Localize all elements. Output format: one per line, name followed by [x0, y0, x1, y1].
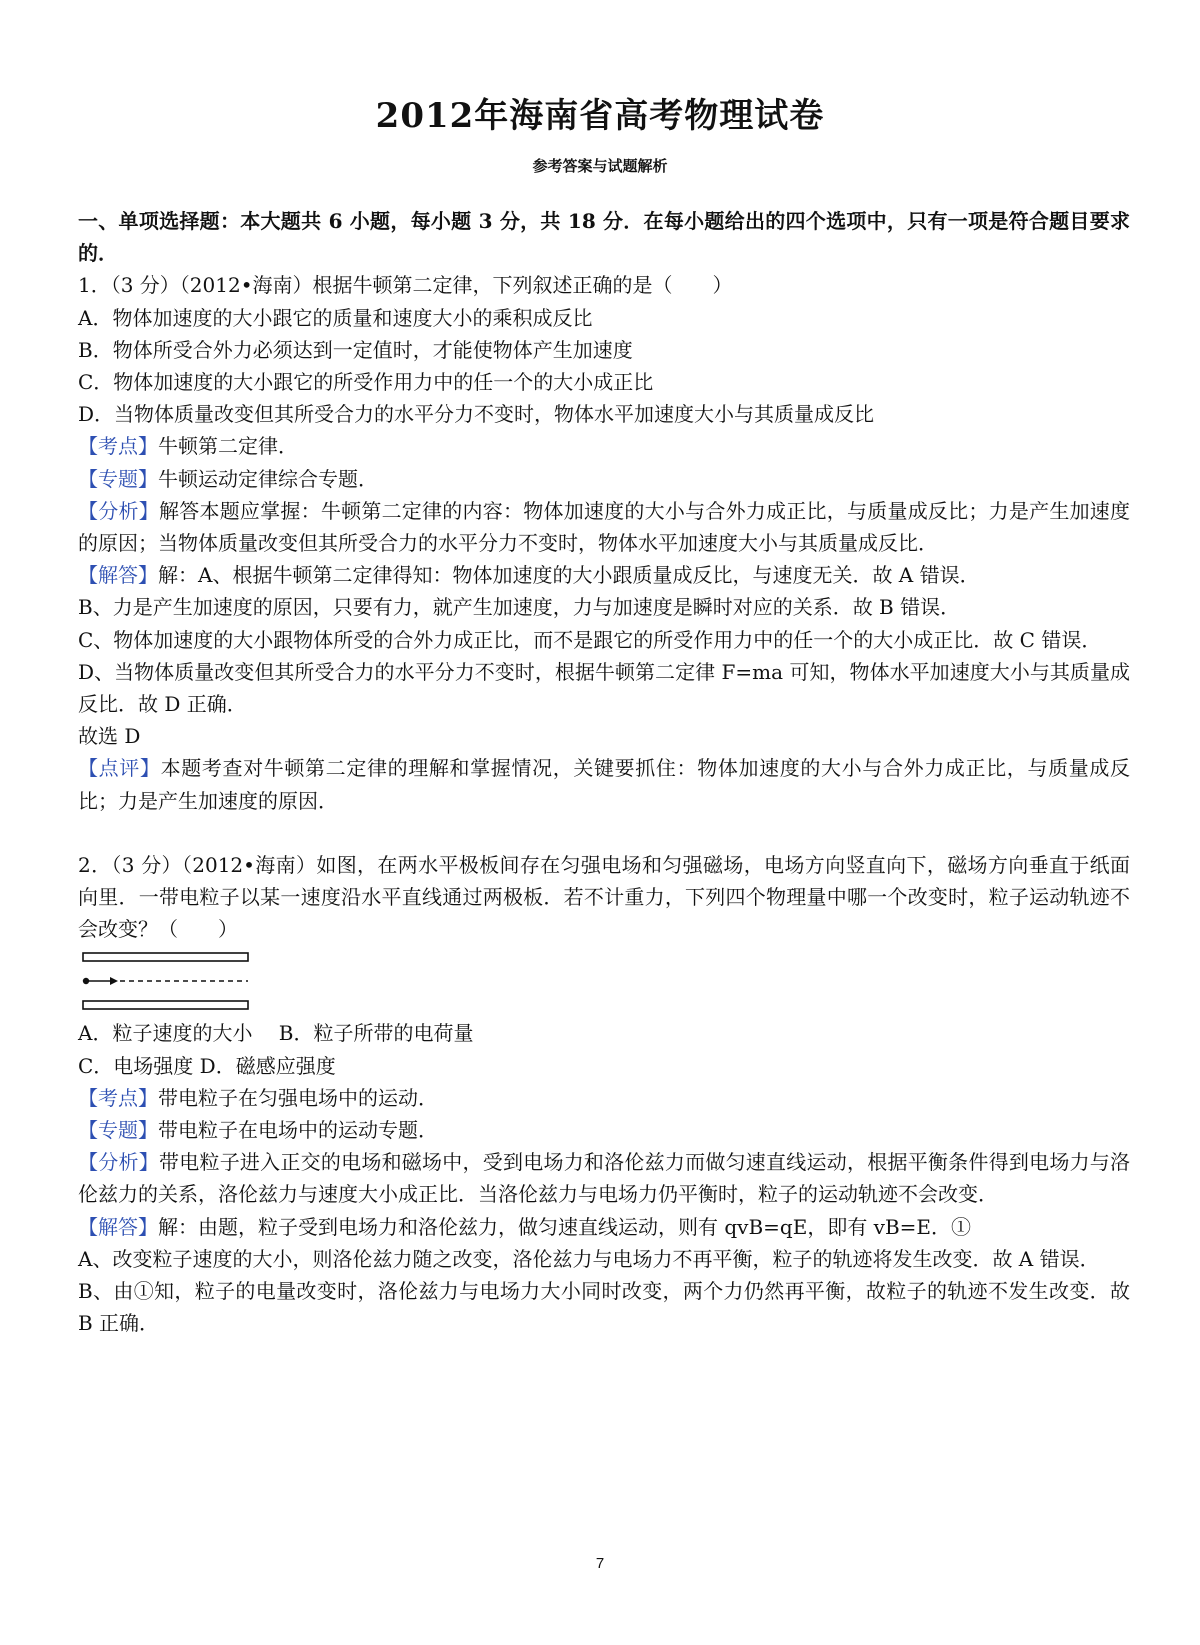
q2-jieda-line-3: B、由①知，粒子的电量改变时，洛伦兹力与电场力大小同时改变，两个力仍然再平衡，故粒子的轨迹不发生改变．故 B 正确． — [78, 1279, 1130, 1336]
q1-option-c: C．物体加速度的大小跟它的所受作用力中的任一个的大小成正比 — [78, 370, 654, 395]
q1-jieda-line-3: C、物体加速度的大小跟物体所受的合外力成正比，而不是跟它的所受作用力中的任一个的大小成正比．故 C 错误． — [78, 627, 1102, 652]
q1-dianping-tag: 点评 — [98, 756, 140, 781]
q1-zhuanti-tag: 专题 — [98, 466, 138, 491]
q2-zhuanti: 【专题】带电粒子在电场中的运动专题． — [78, 1118, 438, 1143]
q1-jieda-line-4: D、当物体质量改变但其所受合力的水平分力不变时，根据牛顿第二定律 F=ma 可知，物体水平加速度大小与其质量成反比．故 D 正确． — [78, 659, 1130, 717]
q1-jieda-line-1: 解：A、根据牛顿第二定律得知：物体加速度的大小跟质量成反比，与速度无关．故 A 错误． — [158, 563, 980, 588]
q2-fenxi: 【分析】带电粒子进入正交的电场和磁场中，受到电场力和洛伦兹力而做匀速直线运动，根据平衡条件得到电场力与洛伦兹力的关系，洛伦兹力与速度大小成正比．当洛伦兹力与电场力仍平衡时，粒子的运动轨迹不会改变． — [78, 1150, 1131, 1207]
page-subtitle: 参考答案与试题解析 — [532, 157, 668, 175]
q2-jieda: 【解答】解：由题，粒子受到电场力和洛伦兹力，做匀速直线运动，则有 qvB=qE，即有 vB=E．① — [78, 1214, 972, 1239]
q2-zhuanti-tag: 专题 — [98, 1118, 138, 1143]
section-heading: 一、单项选择题：本大题共 6 小题，每小题 3 分，共 18 分．在每小题给出的四个选项中，只有一项是符合题目要求的． — [78, 209, 1130, 266]
q1-jieda: 【解答】解：A、根据牛顿第二定律得知：物体加速度的大小跟质量成反比，与速度无关．故 A 错误． — [78, 563, 980, 588]
q1-fenxi-tag: 分析 — [98, 498, 139, 523]
q1-jieda-line-2: B、力是产生加速度的原因，只要有力，就产生加速度，力与加速度是瞬时对应的关系．故 B 错误． — [78, 595, 961, 620]
page-number: 7 — [595, 1555, 605, 1572]
q1-dianping-text: 本题考查对牛顿第二定律的理解和掌握情况，关键要抓住：物体加速度的大小与合外力成正比，与质量成反比；力是产生加速度的原因． — [78, 756, 1131, 813]
q2-options-row-2: C．电场强度 D．磁感应强度 — [78, 1053, 336, 1078]
q2-fenxi-text: 带电粒子进入正交的电场和磁场中，受到电场力和洛伦兹力而做匀速直线运动，根据平衡条件得到电场力与洛伦兹力的关系，洛伦兹力与速度大小成正比．当洛伦兹力与电场力仍平衡时，粒子的运动轨迹不会改变． — [78, 1150, 1131, 1207]
q2-jieda-line-1: 解：由题，粒子受到电场力和洛伦兹力，做匀速直线运动，则有 qvB=qE，即有 vB=E．① — [158, 1214, 972, 1239]
q2-jieda-line-2: A、改变粒子速度的大小，则洛伦兹力随之改变，洛伦兹力与电场力不再平衡，粒子的轨迹将发生改变．故 A 错误． — [78, 1246, 1100, 1271]
q1-kaodian: 【考点】牛顿第二定律． — [78, 434, 298, 459]
q2-zhuanti-text: 带电粒子在电场中的运动专题． — [158, 1118, 438, 1143]
q2-kaodian-tag: 考点 — [98, 1085, 138, 1110]
q1-zhuanti: 【专题】牛顿运动定律综合专题． — [78, 466, 378, 491]
q1-fenxi-text: 解答本题应掌握：牛顿第二定律的内容：物体加速度的大小与合外力成正比，与质量成反比；力是产生加速度的原因；当物体质量改变但其所受合力的水平分力不变时，物体水平加速度大小与其质量成反比． — [78, 498, 1131, 556]
q1-option-b: B．物体所受合外力必须达到一定值时，才能使物体产生加速度 — [78, 337, 633, 362]
q2-kaodian-text: 带电粒子在匀强电场中的运动． — [158, 1085, 438, 1110]
q2-options-row-1: A．粒子速度的大小 B．粒子所带的电荷量 — [78, 1021, 474, 1046]
q1-jieda-line-5: 故选 D — [78, 724, 141, 749]
q1-fenxi: 【分析】解答本题应掌握：牛顿第二定律的内容：物体加速度的大小与合外力成正比，与质量成反比；力是产生加速度的原因；当物体质量改变但其所受合力的水平分力不变时，物体水平加速度大小与其质量成反比． — [78, 498, 1131, 556]
q1-dianping: 【点评】本题考查对牛顿第二定律的理解和掌握情况，关键要抓住：物体加速度的大小与合外力成正比，与质量成反比；力是产生加速度的原因． — [78, 756, 1131, 813]
q1-option-a: A．物体加速度的大小跟它的质量和速度大小的乘积成反比 — [78, 305, 593, 330]
bottom-plate — [83, 1001, 248, 1009]
q1-stem: 1．（3 分）（2012•海南）根据牛顿第二定律，下列叙述正确的是（ ） — [78, 273, 733, 298]
q1-jieda-tag: 解答 — [98, 563, 138, 588]
document-body — [78, 205, 1130, 1340]
q2-stem: 2．（3 分）（2012•海南）如图，在两水平极板间存在匀强电场和匀强磁场，电场方向竖直向下，磁场方向垂直于纸面向里．一带电粒子以某一速度沿水平直线通过两极板．若不计重力，下列四个物理量中哪一个改变时，粒子运动轨迹不会改变？（ ） — [78, 852, 1130, 942]
q2-jieda-tag: 解答 — [98, 1214, 138, 1239]
q2-kaodian: 【考点】带电粒子在匀强电场中的运动． — [78, 1085, 438, 1110]
q2-fenxi-tag: 分析 — [98, 1150, 139, 1175]
page-title: 2012年海南省高考物理试卷 — [375, 96, 825, 136]
top-plate — [83, 953, 248, 961]
q1-kaodian-text: 牛顿第二定律． — [158, 434, 298, 459]
q1-option-d: D．当物体质量改变但其所受合力的水平分力不变时，物体水平加速度大小与其质量成反比 — [78, 402, 875, 427]
velocity-arrow-icon — [110, 977, 118, 985]
parallel-plates-diagram — [78, 947, 258, 1017]
q1-zhuanti-text: 牛顿运动定律综合专题． — [158, 466, 378, 491]
question-spacer — [78, 817, 1130, 849]
q1-kaodian-tag: 考点 — [98, 434, 138, 459]
